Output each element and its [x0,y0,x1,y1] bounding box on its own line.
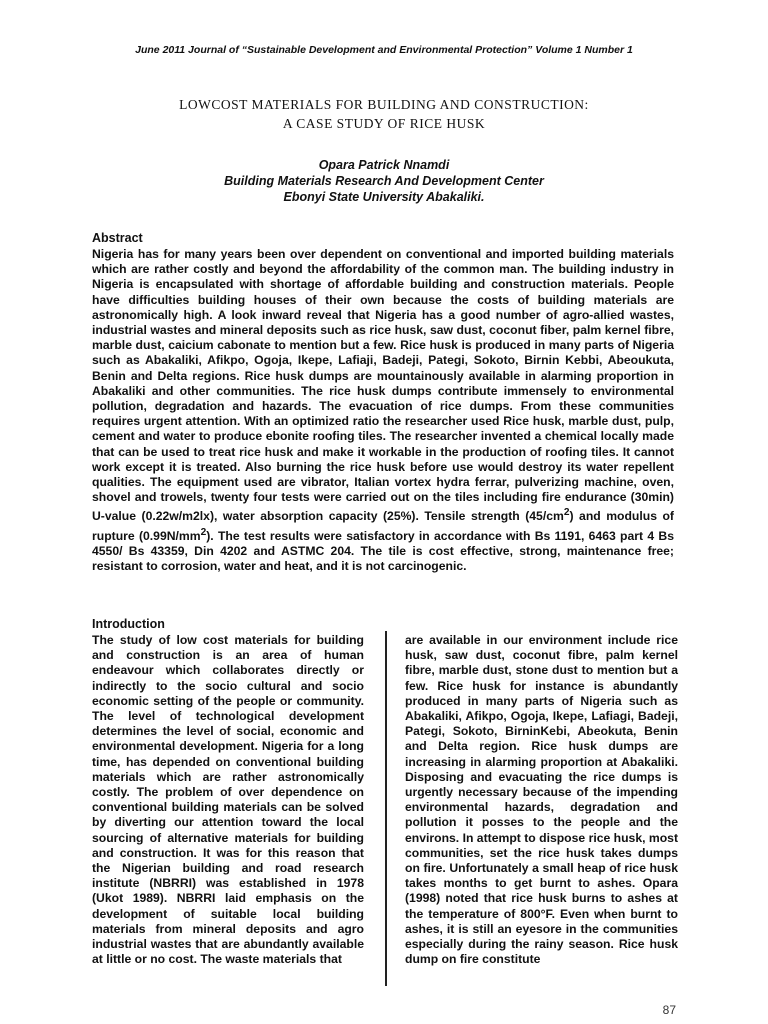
introduction-heading: Introduction [92,617,165,631]
introduction-right-column: are available in our environment include rice husk, saw dust, coconut fibre, palm kernel fibre, marble dust, stone dust to mention but a few. Rice husk for instance is abundantly produced in many parts of Nigeria such as Abakaliki, Afikpo, Ogoja, Ikepe, Lafiagi, Badeji, Pategi, Sokoto, BirninKebi, Abeokuta, Benin and Delta region. Rice husk dumps are increasing in alarming proportion at Abakaliki. Disposing and evacuating the rice dumps is urgently necessary because of the impending environmental hazards, degradation and pollution it posses to the people and the environs. In attempt to dispose rice husk, most communities, set the rice husk takes dumps on fire. Unfortunately a small heap of rice husk takes months to get burnt to ashes. Opara (1998) noted that rice husk burns to ashes at the temperature of 800°F. Even when burnt to ashes, it is still an eyesore in the communities especially during the rainy season. Rice husk dump on fire constitute [405,633,678,967]
abstract-text-part-1: Nigeria has for many years been over dependent on conventional and imported building materials which are rather costly and beyond the affordability of the common man. The building industry in Nigeria is encapsulated with shortage of affordable building and construction materials. People have difficulties building houses of their own because the costs of building materials are astronomically high. A look inward reveal that Nigeria has a good number of agro-allied wastes, industrial wastes and mineral deposits such as rice husk, saw dust, coconut fiber, palm kernel fibre, marble dust, caicium cabonate to mention but a few. Rice husk is produced in many parts of Nigeria such as Abakaliki, Afikpo, Ogoja, Ikepe, Lafiaji, Badeji, Pategi, Sokoto, Birnin Kebbi, Abeoukuta, Benin and Delta regions. Rice husk dumps are mountainously available in alarming proportion in Abakaliki and other communities. The rice husk dumps contribute immensely to environmental pollution, degradation and hazards. The evacuation of rice dumps. From these communities requires urgent attention. With an optimized ratio the researcher used Rice husk, marble dust, pulp, cement and water to produce ebonite roofing tiles. The researcher invented a chemical locally made that can be used to treat rice husk and make it workable in the production of roofing tiles. It cannot work except it is treated. Also burning the rice husk before use would destroy its water repellent qualities. The equipment used are vibrator, Italian vortex hydra ferrar, pulverizing machine, oven, shovel and trowels, twenty four tests were carried out on the tiles including fire endurance (30min) U-value (0.22w/m2lx), water absorption capacity (25%). Tensile strength (45/cm [92,247,674,524]
title-line-2: A CASE STUDY OF RICE HUSK [282,116,486,131]
journal-header: June 2011 Journal of “Sustainable Development and Environmental Protection” Volume 1 Number 1 [135,44,633,56]
author-affiliation-1: Building Materials Research And Development Center [224,174,544,188]
author-block [0,157,768,205]
column-divider [385,631,387,986]
author-name: Opara Patrick Nnamdi [318,158,450,172]
abstract-body [92,247,674,574]
title-line-1: LOWCOST MATERIALS FOR BUILDING AND CONSTRUCTION: [179,97,589,112]
abstract-text-part-2: ) and modulus of rupture (0.99N/mm [92,509,674,543]
abstract-superscript-2: 2 [200,526,207,538]
introduction-left-column: The study of low cost materials for building and construction is an area of human endeavour which collaborates directly or indirectly to the socio cultural and socio economic setting of the people or community. The level of technological development determines the level of social, economic and environmental development. Nigeria for a long time, has depended on conventional building materials which are rather astronomically costly. The problem of over dependence on conventional building materials can be solved by diverting our attention toward the local sourcing of alternative materials for building and construction. It was for this reason that the Nigerian building and road research institute (NBRRI) was established in 1978 (Ukot 1989). NBRRI laid emphasis on the development of suitable local building materials from mineral deposits and agro industrial wastes that are abundantly available at little or no cost. The waste materials that [92,633,364,967]
page-number: 87 [662,1003,676,1017]
paper-title [0,95,768,133]
abstract-text-part-3: ). The test results were satisfactory in accordance with Bs 1191, 6463 part 4 Bs 4550/ Bs 43359, Din 4202 and ASTMC 204. The tile is cost effective, strong, maintenance free; resistant to corrosion, water and heat, and it is not carcinogenic. [92,528,675,574]
author-affiliation-2: Ebonyi State University Abakaliki. [283,190,485,204]
abstract-superscript-1: 2 [563,507,570,519]
abstract-heading: Abstract [92,231,143,245]
